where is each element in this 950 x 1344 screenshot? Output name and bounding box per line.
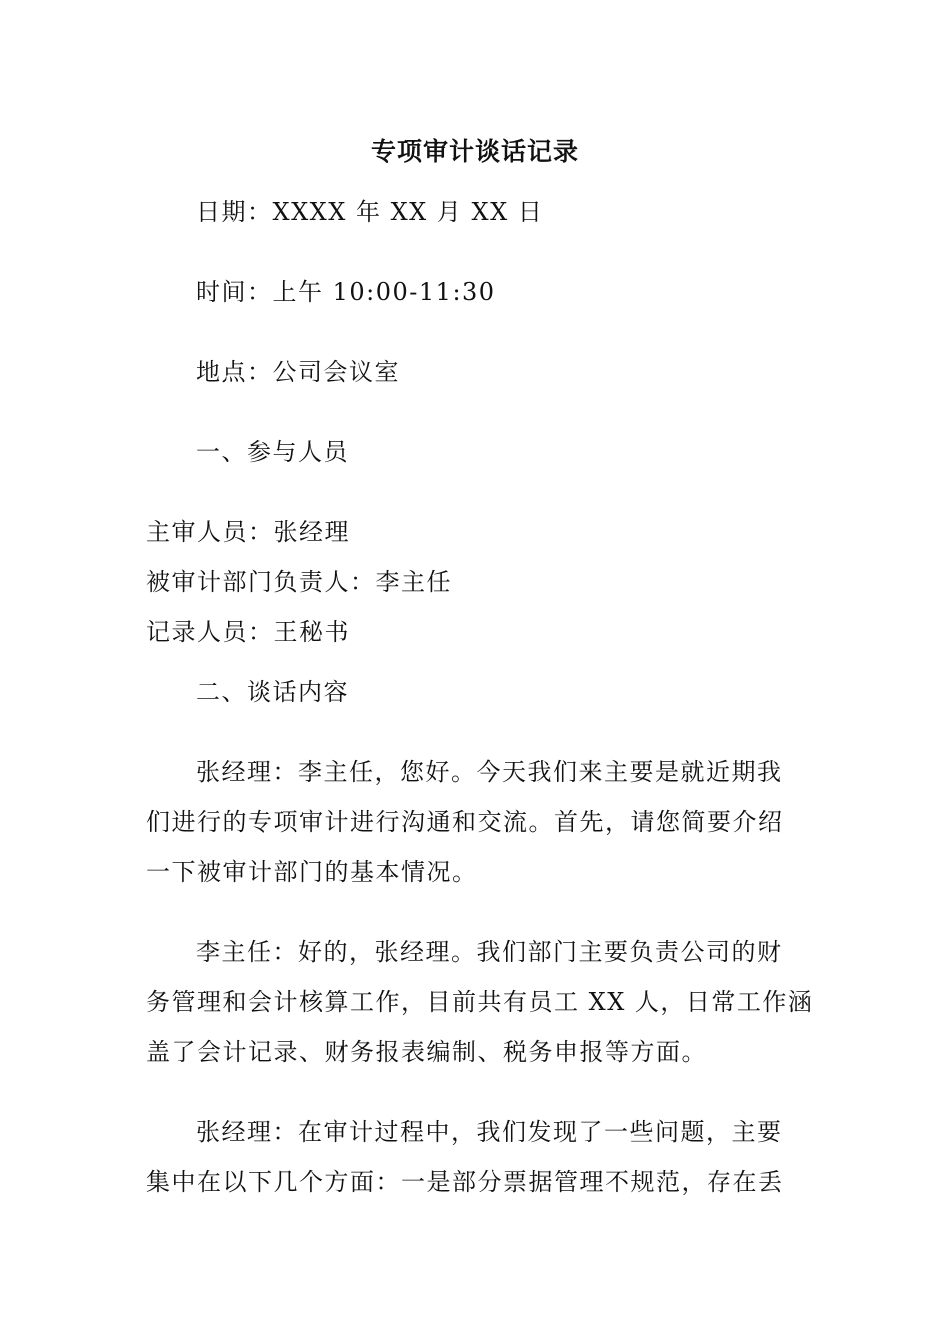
document-title: 专项审计谈话记录 [370,137,579,166]
participant-recorder: 记录人员：王秘书 [146,618,350,646]
paragraph-line: 们进行的专项审计进行沟通和交流。首先，请您简要介绍 [146,808,784,836]
paragraph-line: 李主任：好的，张经理。我们部门主要负责公司的财 [196,938,783,966]
paragraph-line: 一下被审计部门的基本情况。 [146,858,478,886]
section-heading-conversation: 二、谈话内容 [196,678,349,706]
paragraph-line: 务管理和会计核算工作，目前共有员工 XX 人，日常工作涵 [146,988,814,1016]
location-line: 地点：公司会议室 [196,358,400,386]
paragraph-line: 盖了会计记录、财务报表编制、税务申报等方面。 [146,1038,707,1066]
paragraph-line: 集中在以下几个方面：一是部分票据管理不规范，存在丢 [146,1168,784,1196]
time-line: 时间：上午 10:00-11:30 [196,278,496,306]
date-line: 日期：XXXX 年 XX 月 XX 日 [196,198,544,226]
paragraph-line: 张经理：在审计过程中，我们发现了一些问题，主要 [196,1118,783,1146]
section-heading-participants: 一、参与人员 [196,438,349,466]
participant-lead-auditor: 主审人员：张经理 [146,518,350,546]
paragraph-line: 张经理：李主任，您好。今天我们来主要是就近期我 [196,758,783,786]
participant-department-head: 被审计部门负责人：李主任 [146,568,452,596]
